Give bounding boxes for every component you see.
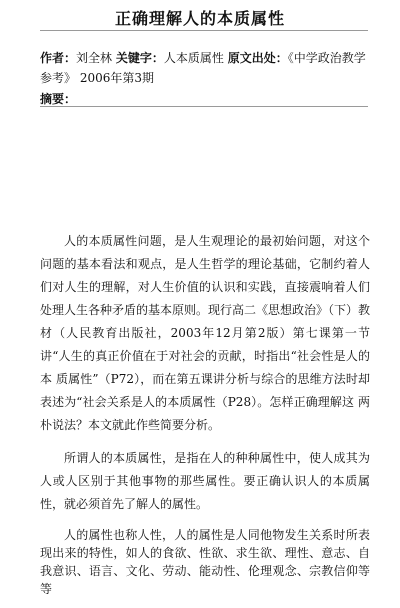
keywords-value: 人本质属性 <box>163 51 224 65</box>
source-value: 《中学政治教学参考》 2006年第3期 <box>40 51 366 85</box>
article-meta <box>40 48 370 88</box>
keywords-label: 关键字： <box>115 51 164 65</box>
title-divider <box>40 30 368 31</box>
article-body <box>40 230 370 608</box>
paragraph-2: 所谓人的本质属性，是指在人的种种属性中，使人成其为人或人区别于其他事物的那些属性。要正确认识人的本质属性，就必须首先了解人的属性。 <box>40 451 370 511</box>
author-value: 刘全林 <box>76 51 113 65</box>
paragraph-1: 人的本质属性问题，是人生观理论的最初始问题，对这个问题的基本看法和观点，是人生哲学的理论基础，它制约着人们对人生的理解，对人生价值的认识和实践，直接震响着人们处理人生各种矛盾的基本原则。现行高二《思想政治》（下）教材（人民教育出版社，2003年12月第2版）第七课第一节讲“人生的真正价值在于对社会的贡献，时指出“社会性是人的本 质属性”（P72），而在第五课讲分析与综合的思维方法时却 表述为“社会关系是人的本质属性（P28）。怎样正确理解这 两朴说法？本文就此作些简要分析。 <box>40 234 371 432</box>
author-label: 作者： <box>40 51 77 65</box>
source-label: 原文出处： <box>227 51 288 65</box>
paragraph-3: 人的属性也称人性，人的属性是人同他物发生关系时所表现出来的特性，如人的食欲、性欲、求生欲、理性、意志、自我意识、语言、文化、劳动、能动性、伦理观念、宗教信仰等等 <box>40 528 370 596</box>
abstract-label: 摘要： <box>40 92 77 106</box>
document-title: 正确理解人的本质属性 <box>114 9 285 28</box>
abstract-divider <box>40 106 368 107</box>
